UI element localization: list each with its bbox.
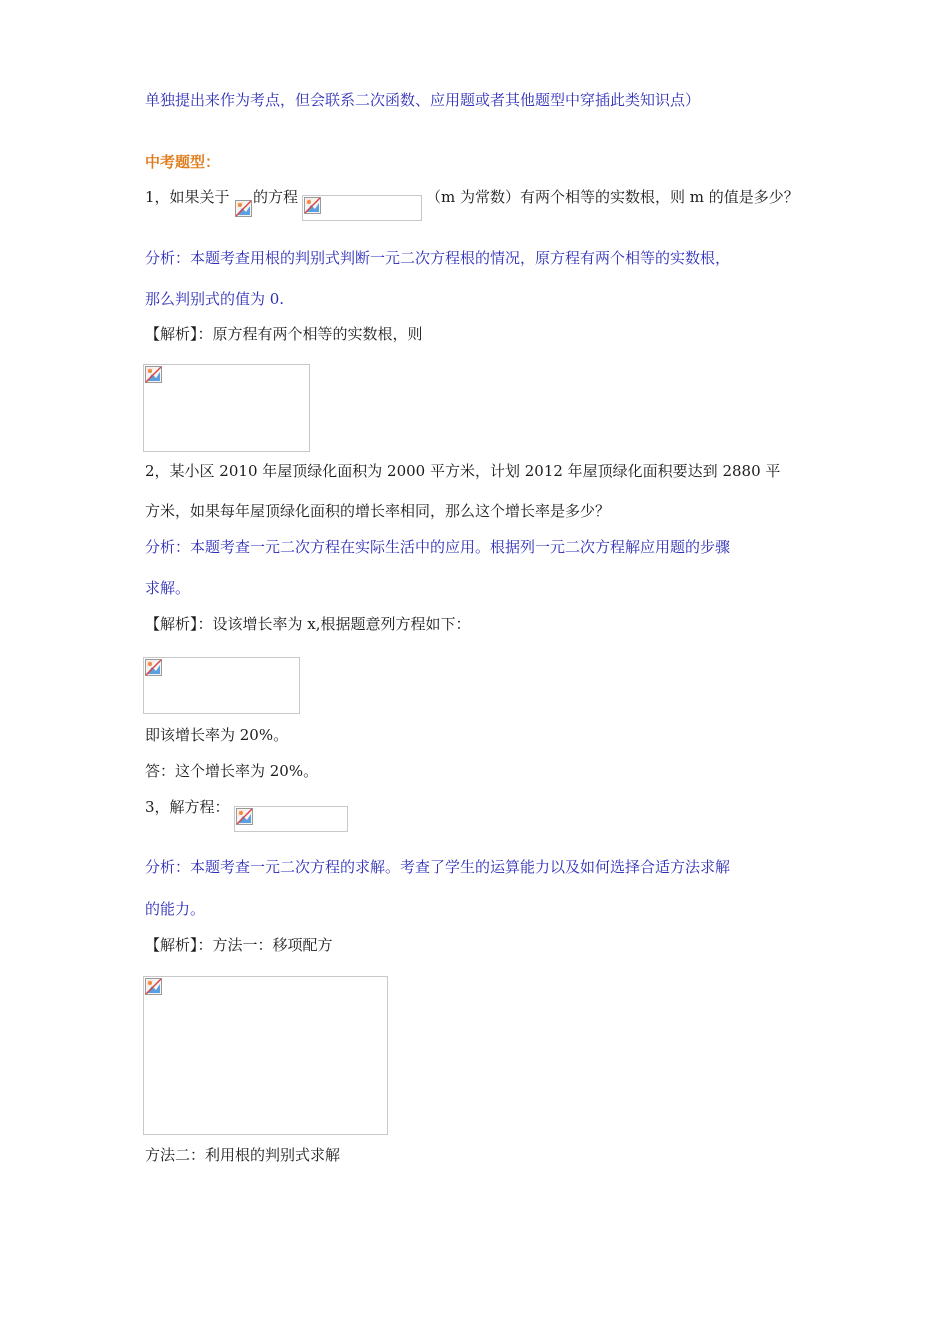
q2-equation-image (143, 657, 300, 714)
q1-solution: 【解析】：原方程有两个相等的实数根，则 (145, 325, 423, 343)
q3-equation-image (234, 806, 348, 832)
q3-solution-image (143, 976, 388, 1135)
broken-image-icon (235, 200, 252, 217)
q3-analysis-2: 的能力。 (145, 900, 206, 918)
q3-solution: 【解析】：方法一：移项配方 (145, 936, 333, 954)
q1-solution-image (143, 364, 310, 452)
section-title: 中考题型： (145, 153, 221, 171)
q2-text-1: 2，某小区 2010 年屋顶绿化面积为 2000 平方米，计划 2012 年屋顶绿化面积要达到 2880 平 (145, 462, 781, 480)
q3-method2: 方法二：利用根的判别式求解 (145, 1146, 341, 1164)
q3-analysis-1: 分析：本题考查一元二次方程的求解。考查了学生的运算能力以及如何选择合适方法求解 (145, 858, 731, 876)
q3-text: 3，解方程： (145, 798, 230, 816)
q2-text-2: 方米，如果每年屋顶绿化面积的增长率相同，那么这个增长率是多少？ (145, 502, 611, 520)
q2-analysis-1: 分析：本题考查一元二次方程在实际生活中的应用。根据列一元二次方程解应用题的步骤 (145, 538, 731, 556)
q1-text-b: 的方程 (253, 188, 299, 206)
broken-image-icon (145, 366, 162, 383)
q1-equation-image (302, 195, 422, 221)
broken-image-icon (145, 978, 162, 995)
q2-result: 即该增长率为 20%。 (145, 726, 289, 744)
q1-text-c: （m 为常数）有两个相等的实数根，则 m 的值是多少？ (426, 188, 799, 206)
q2-analysis-2: 求解。 (145, 579, 191, 597)
q2-solution: 【解析】：设该增长率为 x,根据题意列方程如下： (145, 615, 471, 633)
q1-analysis-2: 那么判别式的值为 0. (145, 290, 285, 308)
broken-image-icon (304, 197, 321, 214)
q1-text-a: 1，如果关于 (145, 188, 230, 206)
q1-variable-image (235, 198, 252, 218)
broken-image-icon (236, 808, 253, 825)
broken-image-icon (145, 659, 162, 676)
q1-analysis-1: 分析：本题考查用根的判别式判断一元二次方程根的情况，原方程有两个相等的实数根， (145, 249, 731, 267)
q2-answer: 答：这个增长率为 20%。 (145, 762, 319, 780)
intro-line: 单独提出来作为考点，但会联系二次函数、应用题或者其他题型中穿插此类知识点） (145, 91, 701, 109)
